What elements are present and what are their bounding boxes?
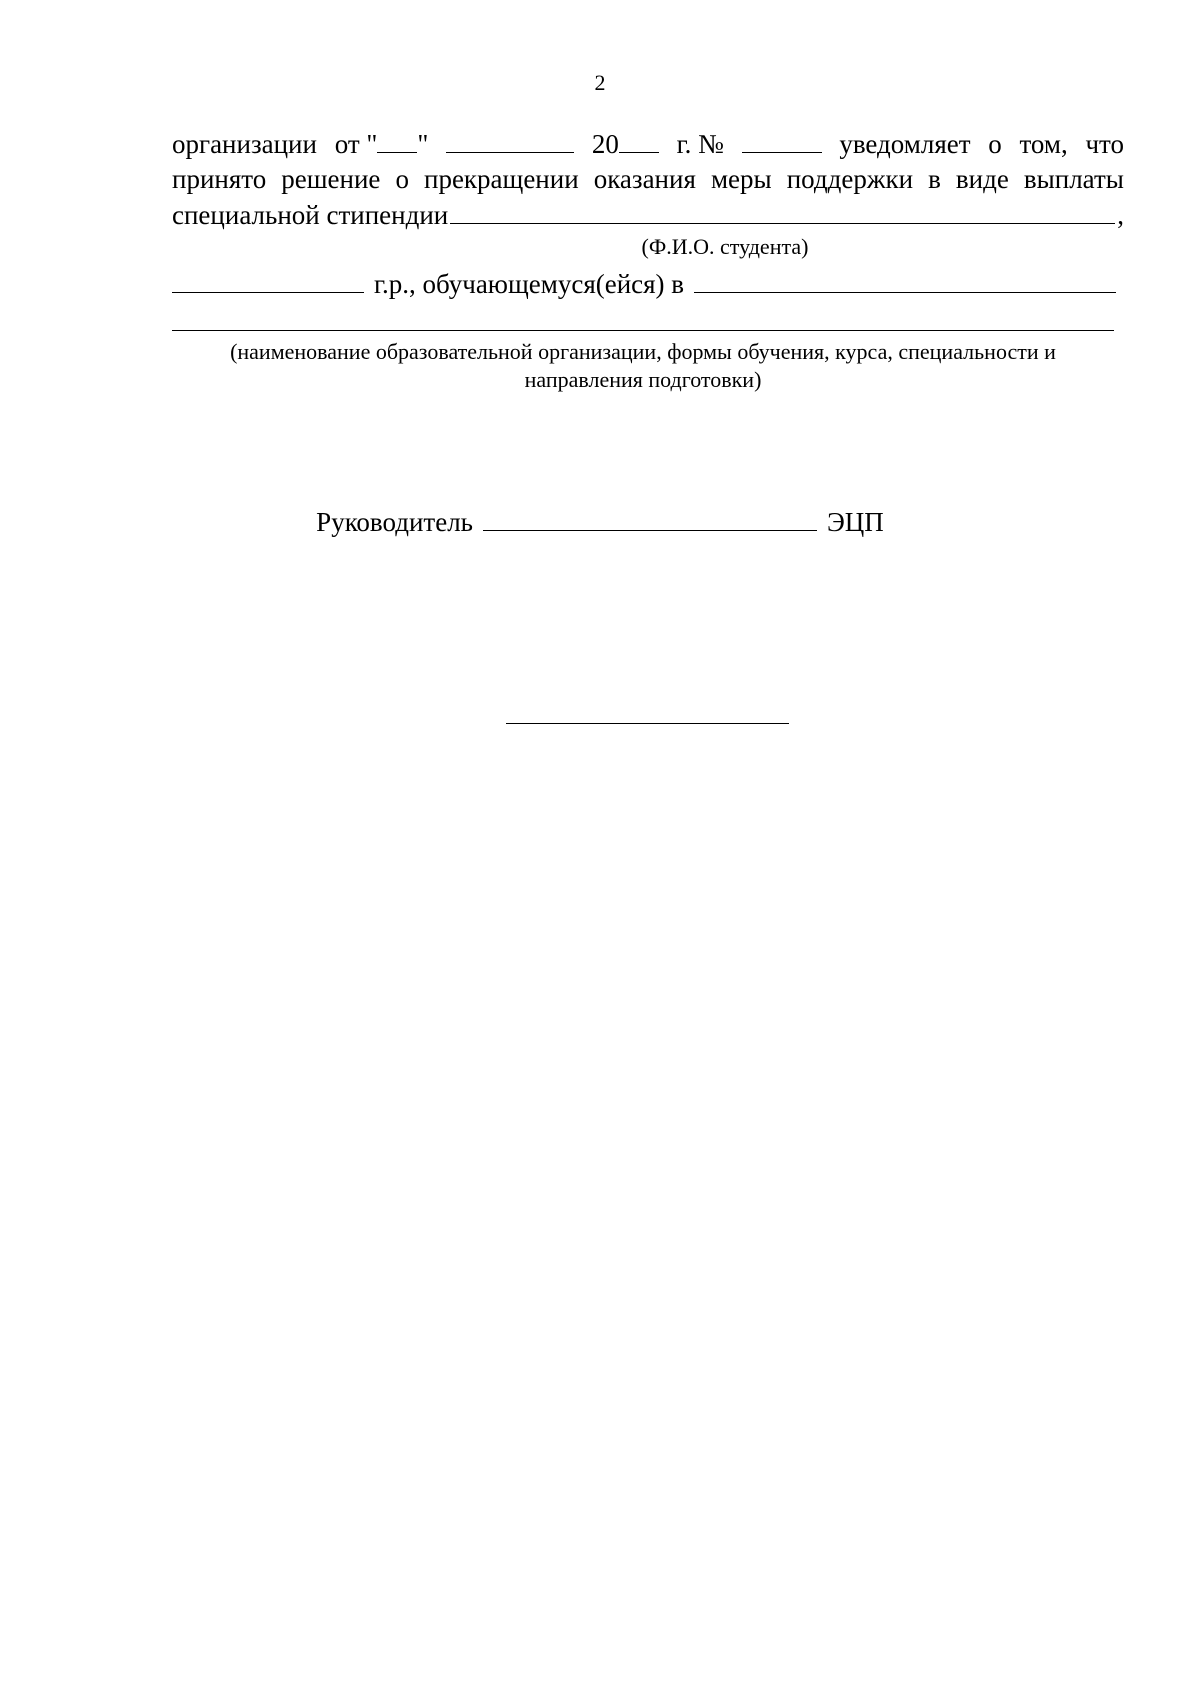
year-suffix: г. (676, 129, 692, 159)
quote-open: " (366, 129, 378, 159)
notice-line-1 (172, 128, 1124, 160)
word: прекращении (424, 164, 579, 194)
word: виде (955, 164, 1009, 194)
word-notifies: уведомляет (839, 129, 971, 159)
word: решение (281, 164, 381, 194)
student-name-blank (450, 199, 1115, 224)
year-blank (619, 128, 659, 153)
word: в (928, 164, 941, 194)
caption-organization-line-2: направления подготовки) (524, 367, 762, 392)
caption-student-name: (Ф.И.О. студента) (641, 234, 809, 259)
caption-organization-line-1: (наименование образовательной организации, формы обучения, курса, специальности и (230, 339, 1056, 364)
date-group (335, 128, 429, 160)
word: оказания (593, 164, 696, 194)
word: выплаты (1023, 164, 1124, 194)
caption-organization (172, 338, 1114, 394)
year-prefix: 20 (591, 129, 619, 159)
birth-year-blank (172, 268, 364, 293)
number-group (677, 128, 724, 160)
signature-blank (483, 506, 817, 531)
word-that: том, (1019, 129, 1068, 159)
word: принято (172, 164, 267, 194)
number-blank (742, 128, 822, 153)
word-from: от (334, 129, 360, 159)
word-what: что (1085, 129, 1124, 159)
scholarship-label: специальной стипендии (172, 200, 449, 230)
signature-row (0, 506, 1200, 538)
day-blank (377, 128, 417, 153)
word: о (395, 164, 409, 194)
word: поддержки (786, 164, 914, 194)
word-about: о (988, 129, 1002, 159)
number-sign: № (698, 129, 724, 159)
year-group (592, 128, 659, 160)
page-number: 2 (594, 70, 606, 95)
notice-line-4 (172, 268, 1116, 300)
group-label: г.р., обучающемуся(ейся) в (374, 269, 685, 299)
head-label: Руководитель (316, 507, 473, 537)
notice-line-3 (172, 199, 1124, 231)
word: меры (710, 164, 772, 194)
trailing-comma: , (1117, 200, 1124, 230)
quote-close: " (417, 129, 429, 159)
word-organization: организации (172, 129, 317, 159)
month-blank (446, 128, 574, 153)
end-divider (506, 723, 789, 724)
eds-label: ЭЦП (826, 507, 884, 537)
organization-details-blank (172, 330, 1114, 331)
notice-line-2 (172, 163, 1124, 195)
organization-blank (694, 268, 1116, 293)
